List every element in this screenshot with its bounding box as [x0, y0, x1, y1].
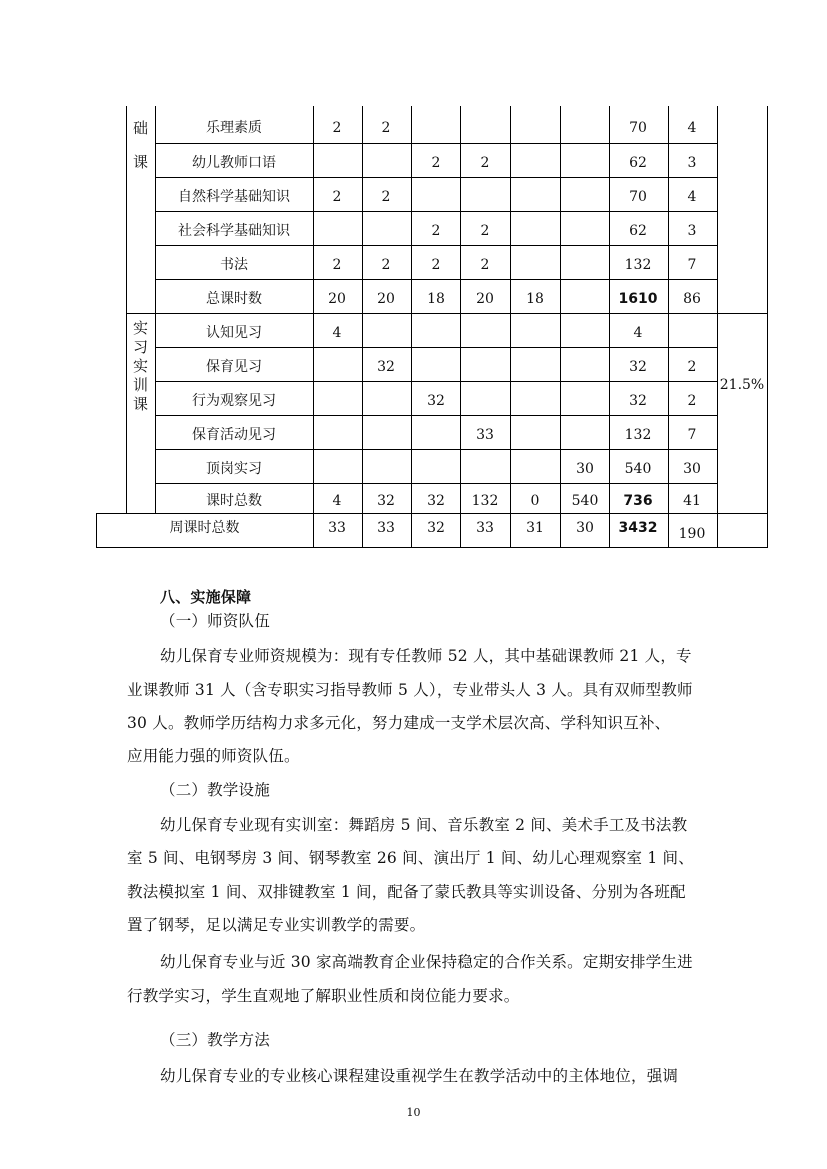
table-col-rule — [668, 106, 669, 547]
total-hours-cell: 31 — [526, 520, 544, 536]
paragraph-line: 业课教师 31 人（含专职实习指导教师 5 人），专业带头人 3 人。具有双师型教师 — [127, 681, 693, 699]
table-row-rule — [155, 381, 717, 382]
hours-cell: 7 — [687, 427, 697, 443]
hours-cell: 2 — [687, 359, 697, 375]
table-col-rule — [460, 106, 461, 547]
hours-cell: 18 — [526, 291, 544, 307]
hours-cell: 1610 — [618, 291, 658, 307]
total-hours-cell: 33 — [377, 520, 395, 536]
total-hours-cell: 33 — [328, 520, 346, 536]
hours-cell: 33 — [476, 427, 494, 443]
hours-cell: 62 — [629, 223, 647, 239]
course-name: 幼儿教师口语 — [192, 155, 276, 171]
hours-cell: 30 — [683, 461, 701, 477]
paragraph-line: 幼儿保育专业师资规模为：现有专任教师 52 人，其中基础课教师 21 人，专 — [160, 647, 692, 665]
hours-cell: 132 — [624, 257, 652, 273]
table-col-rule — [609, 106, 610, 547]
hours-cell: 132 — [624, 427, 652, 443]
hours-cell: 4 — [332, 493, 342, 509]
table-outer-right-rule — [767, 106, 768, 548]
group-label-char: 课 — [132, 395, 149, 413]
course-name: 保育见习 — [206, 359, 262, 375]
hours-cell: 132 — [471, 493, 499, 509]
table-bottom-rule — [96, 547, 767, 548]
total-hours-cell: 190 — [678, 526, 706, 542]
hours-cell: 2 — [480, 155, 490, 171]
hours-cell: 2 — [431, 223, 441, 239]
hours-cell: 2 — [332, 257, 342, 273]
hours-cell: 2 — [687, 393, 697, 409]
table-row-rule — [155, 143, 717, 144]
hours-cell: 4 — [332, 325, 342, 341]
page-number: 10 — [406, 1106, 421, 1119]
hours-cell: 2 — [381, 257, 391, 273]
table-col-rule — [560, 106, 561, 547]
hours-cell: 540 — [571, 493, 599, 509]
paragraph-line: 行教学实习，学生直观地了解职业性质和岗位能力要求。 — [127, 987, 520, 1005]
table-row-rule — [155, 211, 717, 212]
table-group-right-rule — [155, 106, 156, 513]
hours-cell: 2 — [431, 257, 441, 273]
table-col-rule — [411, 106, 412, 547]
hours-cell: 2 — [381, 119, 391, 136]
hours-cell: 736 — [623, 493, 653, 509]
table-group-left-rule — [126, 106, 127, 513]
total-hours-cell: 3432 — [618, 520, 658, 536]
course-name: 顶岗实习 — [206, 461, 262, 477]
group-label-char: 课 — [132, 153, 149, 171]
table-col-rule — [510, 106, 511, 547]
course-name: 课时总数 — [206, 493, 262, 509]
total-row-label: 周课时总数 — [169, 520, 240, 536]
table-row-rule — [155, 347, 717, 348]
table-total-rule — [96, 513, 767, 514]
course-name: 认知见习 — [206, 325, 262, 341]
hours-cell: 32 — [377, 493, 395, 509]
course-hours-table — [0, 0, 827, 560]
course-name: 自然科学基础知识 — [178, 189, 290, 205]
course-name: 乐理素质 — [206, 119, 262, 136]
hours-cell: 3 — [687, 155, 697, 171]
paragraph-line: 30 人。教师学历结构力求多元化，努力建成一支学术层次高、学科知识互补、 — [127, 714, 671, 732]
paragraph-line: 室 5 间、电钢琴房 3 间、钢琴教室 26 间、演出厅 1 间、幼儿心理观察室 1 间、 — [127, 849, 694, 867]
paragraph-line: 置了钢琴，足以满足专业实训教学的需要。 — [127, 916, 426, 934]
hours-cell: 62 — [629, 155, 647, 171]
table-row-rule — [155, 449, 717, 450]
hours-cell: 20 — [328, 291, 346, 307]
hours-cell: 32 — [629, 359, 647, 375]
hours-cell: 0 — [530, 493, 540, 509]
hours-cell: 3 — [687, 223, 697, 239]
group-label-char: 实 — [132, 319, 149, 337]
table-group-rule — [126, 313, 767, 314]
hours-cell: 4 — [687, 189, 697, 205]
table-row-rule — [155, 177, 717, 178]
hours-cell: 2 — [332, 119, 342, 136]
subsection-title-facilities: （二）教学设施 — [160, 781, 270, 799]
table-row-rule — [155, 279, 717, 280]
table-row-rule — [155, 245, 717, 246]
table-row-rule — [155, 415, 717, 416]
hours-cell: 4 — [633, 325, 643, 341]
table-col-rule — [362, 106, 363, 547]
table-col-rule — [717, 106, 718, 547]
hours-cell: 18 — [427, 291, 445, 307]
hours-cell: 70 — [629, 189, 647, 205]
total-hours-cell: 30 — [576, 520, 594, 536]
subsection-title-methods: （三）教学方法 — [160, 1031, 270, 1049]
hours-cell: 30 — [576, 461, 594, 477]
hours-cell: 2 — [332, 189, 342, 205]
total-hours-cell: 32 — [427, 520, 445, 536]
hours-cell: 32 — [377, 359, 395, 375]
subsection-title-faculty: （一）师资队伍 — [160, 612, 270, 630]
section-title: 八、实施保障 — [160, 588, 252, 606]
table-col-rule — [313, 106, 314, 547]
group-label-char: 习 — [132, 338, 149, 356]
ratio-cell: 21.5% — [719, 377, 765, 393]
table-row-rule — [155, 483, 717, 484]
hours-cell: 86 — [683, 291, 701, 307]
hours-cell: 20 — [377, 291, 395, 307]
group-label-char: 实 — [132, 357, 149, 375]
hours-cell: 2 — [480, 257, 490, 273]
hours-cell: 70 — [629, 119, 647, 136]
hours-cell: 2 — [431, 155, 441, 171]
hours-cell: 41 — [683, 493, 701, 509]
hours-cell: 32 — [629, 393, 647, 409]
hours-cell: 540 — [624, 461, 652, 477]
paragraph-line: 教法模拟室 1 间、双排键教室 1 间，配备了蒙氏教具等实训设备、分别为各班配 — [127, 883, 686, 901]
hours-cell: 32 — [427, 393, 445, 409]
course-name: 书法 — [220, 257, 248, 273]
hours-cell: 32 — [427, 493, 445, 509]
course-name: 社会科学基础知识 — [178, 223, 290, 239]
hours-cell: 7 — [687, 257, 697, 273]
paragraph-line: 幼儿保育专业的专业核心课程建设重视学生在教学活动中的主体地位，强调 — [160, 1067, 679, 1085]
hours-cell: 4 — [687, 119, 697, 136]
group-label-char: 础 — [132, 119, 149, 137]
paragraph-line: 应用能力强的师资队伍。 — [127, 747, 300, 765]
paragraph-line: 幼儿保育专业现有实训室：舞蹈房 5 间、音乐教室 2 间、美术手工及书法教 — [160, 816, 688, 834]
hours-cell: 2 — [381, 189, 391, 205]
total-hours-cell: 33 — [476, 520, 494, 536]
course-name: 保育活动见习 — [192, 427, 276, 443]
hours-cell: 20 — [476, 291, 494, 307]
course-name: 行为观察见习 — [192, 393, 276, 409]
paragraph-line: 幼儿保育专业与近 30 家高端教育企业保持稳定的合作关系。定期安排学生进 — [160, 953, 693, 971]
course-name: 总课时数 — [206, 291, 262, 307]
table-outer-left-rule — [96, 513, 97, 548]
group-label-char: 训 — [132, 376, 149, 394]
hours-cell: 2 — [480, 223, 490, 239]
